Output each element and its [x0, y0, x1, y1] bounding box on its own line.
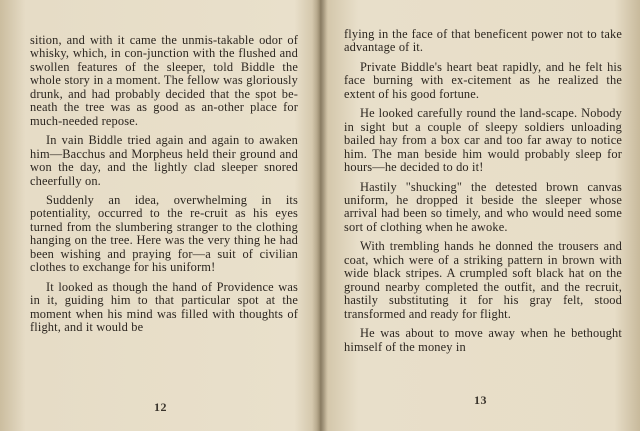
- left-page: [0, 0, 318, 431]
- left-paragraph-4: It looked as though the hand of Providence was in it, guiding him to that particular spot at the moment when his mind was filled with thoughts of flight, and it would be: [30, 279, 298, 335]
- right-paragraph-5: With trembling hands he donned the trousers and coat, which were of a striking pattern in brown with wide black stripes. A crumpled soft black hat on the ground nearby completed the outfit, and the recruit, hastily substituting it for his gray felt, stood transformed and ready for flight.: [344, 239, 622, 321]
- left-paragraph-2: In vain Biddle tried again and again to awaken him—Bacchus and Morpheus held their ground and won the day, and the lightly clad sleeper snored cheerfully on.: [30, 133, 298, 188]
- right-paragraph-3: He looked carefully round the land-scape. Nobody in sight but a couple of sleepy soldiers unloading bailed hay from a box car and too far away to notice him. The man beside him would probably sleep for hours—he decided to do it!: [344, 106, 622, 175]
- right-page: [322, 0, 640, 431]
- right-page-number: 13: [474, 393, 487, 407]
- left-paragraph-1: sition, and with it came the unmis-takable odor of whisky, which, in con-junction with the flushed and swollen features of the sleeper, told Biddle the whole story in a moment. The fellow was gloriously drunk, and had probably decided that the spot be-neath the tree was as good as an-other place for much-needed repose.: [30, 33, 298, 128]
- left-page-number: 12: [154, 400, 167, 414]
- left-paragraph-3: Suddenly an idea, overwhelming in its potentiality, occurred to the re-cruit as his eyes turned from the slumbering stranger to the clothing hanging on the tree. Here was the very thing he had been wishing and praying for—a suit of civilian clothes to exchange for his uniform!: [30, 192, 298, 275]
- right-page-text: [344, 28, 622, 354]
- right-paragraph-1: flying in the face of that beneficent power not to take advantage of it.: [344, 27, 622, 55]
- left-page-text: [30, 34, 298, 335]
- right-paragraph-6: He was about to move away when he bethought himself of the money in: [344, 326, 622, 354]
- right-paragraph-4: Hastily "shucking" the detested brown canvas uniform, he dropped it beside the sleeper whose arrival had been so timely, and who would need some sort of clothing when he awoke.: [344, 179, 622, 234]
- right-paragraph-2: Private Biddle's heart beat rapidly, and he felt his face burning with ex-citement as he realized the extent of his good fortune.: [344, 59, 622, 101]
